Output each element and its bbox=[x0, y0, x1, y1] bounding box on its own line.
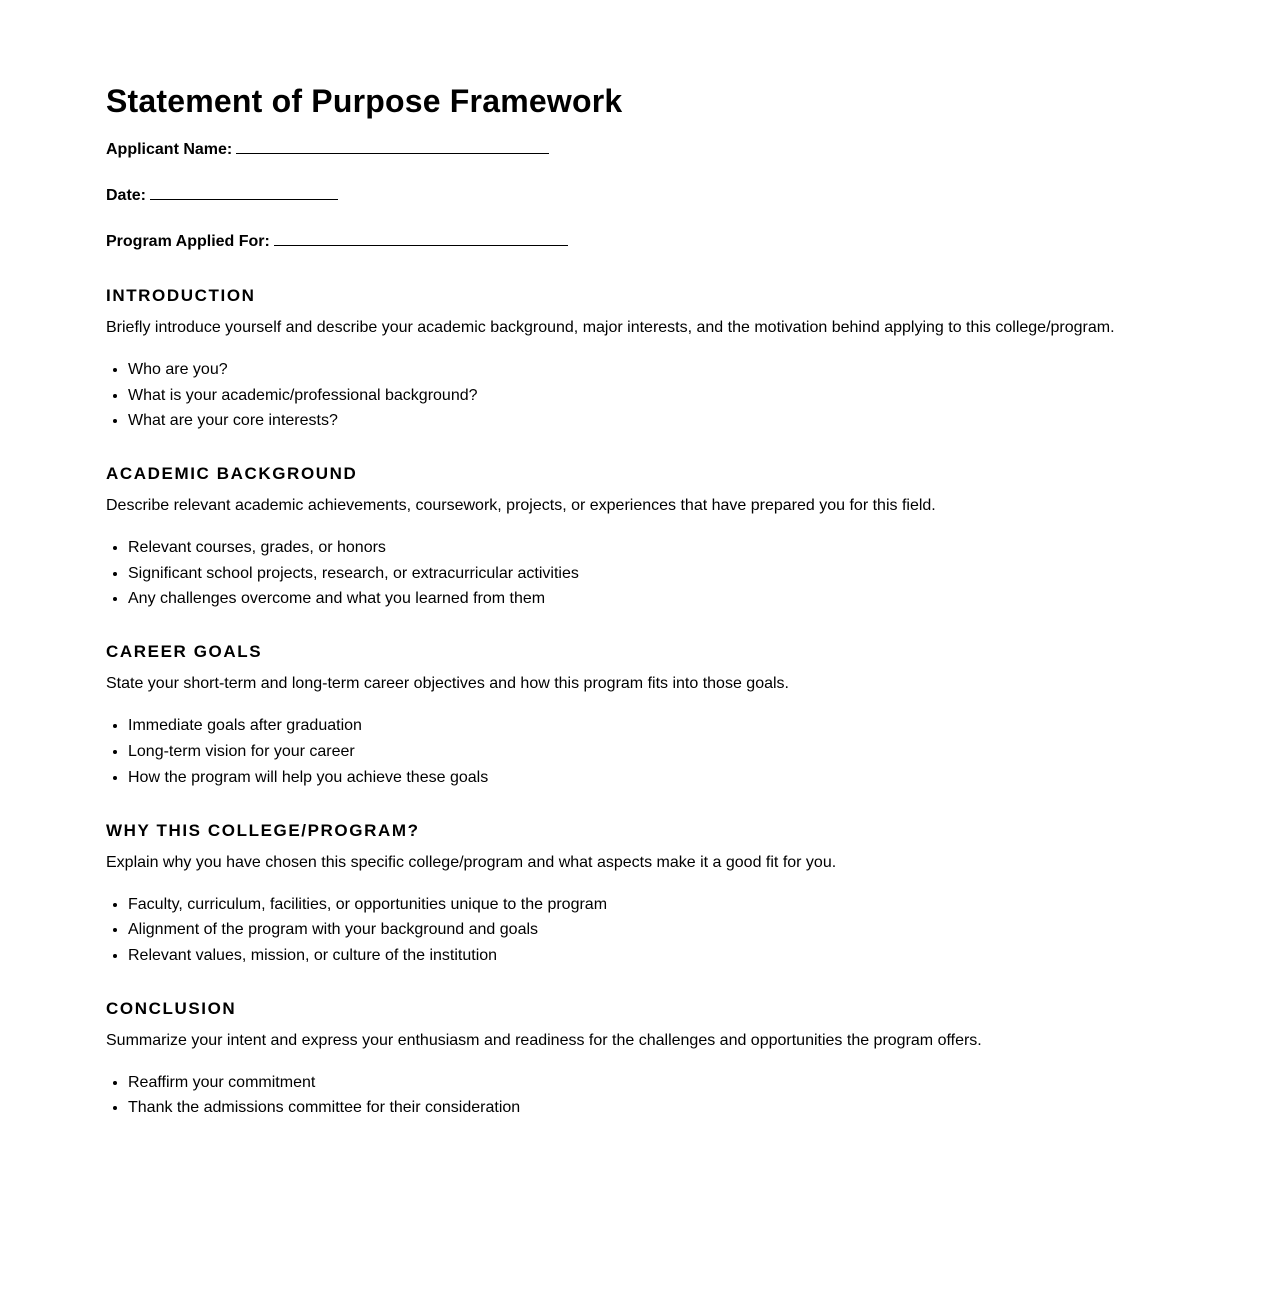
section-conclusion bbox=[106, 999, 1278, 1119]
list-item: • Long-term vision for your career bbox=[128, 742, 1278, 762]
list-item: • What are your core interests? bbox=[128, 411, 1278, 431]
list-item: • How the program will help you achieve these goals bbox=[128, 768, 1278, 788]
list-item: • Who are you? bbox=[128, 360, 1278, 380]
list-item: • Thank the admissions committee for their consideration bbox=[128, 1098, 1278, 1118]
list-item: • What is your academic/professional background? bbox=[128, 386, 1278, 406]
section-heading: INTRODUCTION bbox=[106, 286, 256, 305]
list-item: • Reaffirm your commitment bbox=[128, 1073, 1278, 1093]
program-label: Program Applied For: bbox=[106, 233, 270, 250]
list-item: • Faculty, curriculum, facilities, or opportunities unique to the program bbox=[128, 895, 1278, 915]
section-introduction bbox=[106, 286, 1278, 431]
list-item: • Immediate goals after graduation bbox=[128, 716, 1278, 736]
applicant-name-field bbox=[106, 138, 1278, 160]
section-description: Describe relevant academic achievements, coursework, projects, or experiences that have prepared you for this field. bbox=[106, 497, 936, 515]
document-title: Statement of Purpose Framework bbox=[106, 83, 623, 119]
section-academic-background bbox=[106, 464, 1278, 609]
section-why-this-college bbox=[106, 821, 1278, 966]
list-item: • Any challenges overcome and what you learned from them bbox=[128, 589, 1278, 609]
date-label: Date: bbox=[106, 187, 147, 204]
date-blank[interactable] bbox=[150, 184, 338, 200]
section-bullet-list bbox=[106, 716, 1278, 787]
list-item: • Relevant courses, grades, or honors bbox=[128, 538, 1278, 558]
section-bullet-list bbox=[106, 538, 1278, 609]
date-field bbox=[106, 184, 1278, 206]
section-heading: CAREER GOALS bbox=[106, 642, 263, 662]
section-description: Summarize your intent and express your enthusiasm and readiness for the challenges and opportunities the program offers. bbox=[106, 1031, 982, 1049]
section-heading: CONCLUSION bbox=[106, 998, 237, 1018]
section-bullet-list bbox=[106, 360, 1278, 431]
applicant-name-blank[interactable] bbox=[236, 138, 549, 154]
section-bullet-list bbox=[106, 1073, 1278, 1119]
list-item: • Alignment of the program with your background and goals bbox=[128, 920, 1278, 940]
program-field bbox=[106, 230, 1278, 252]
section-description: Explain why you have chosen this specific college/program and what aspects make it a good fit for you. bbox=[106, 853, 837, 871]
section-heading: ACADEMIC BACKGROUND bbox=[106, 464, 358, 484]
section-career-goals bbox=[106, 642, 1278, 787]
program-blank[interactable] bbox=[274, 230, 568, 246]
applicant-name-label: Applicant Name: bbox=[106, 141, 233, 158]
section-description: Briefly introduce yourself and describe your academic background, major interests, and the motivation behind applying to this college/program. bbox=[106, 319, 1115, 336]
section-bullet-list bbox=[106, 895, 1278, 966]
section-description: State your short-term and long-term career objectives and how this program fits into those goals. bbox=[106, 675, 789, 693]
list-item: • Relevant values, mission, or culture of the institution bbox=[128, 946, 1278, 966]
section-heading: WHY THIS COLLEGE/PROGRAM? bbox=[106, 820, 420, 840]
list-item: • Significant school projects, research, or extracurricular activities bbox=[128, 564, 1278, 584]
